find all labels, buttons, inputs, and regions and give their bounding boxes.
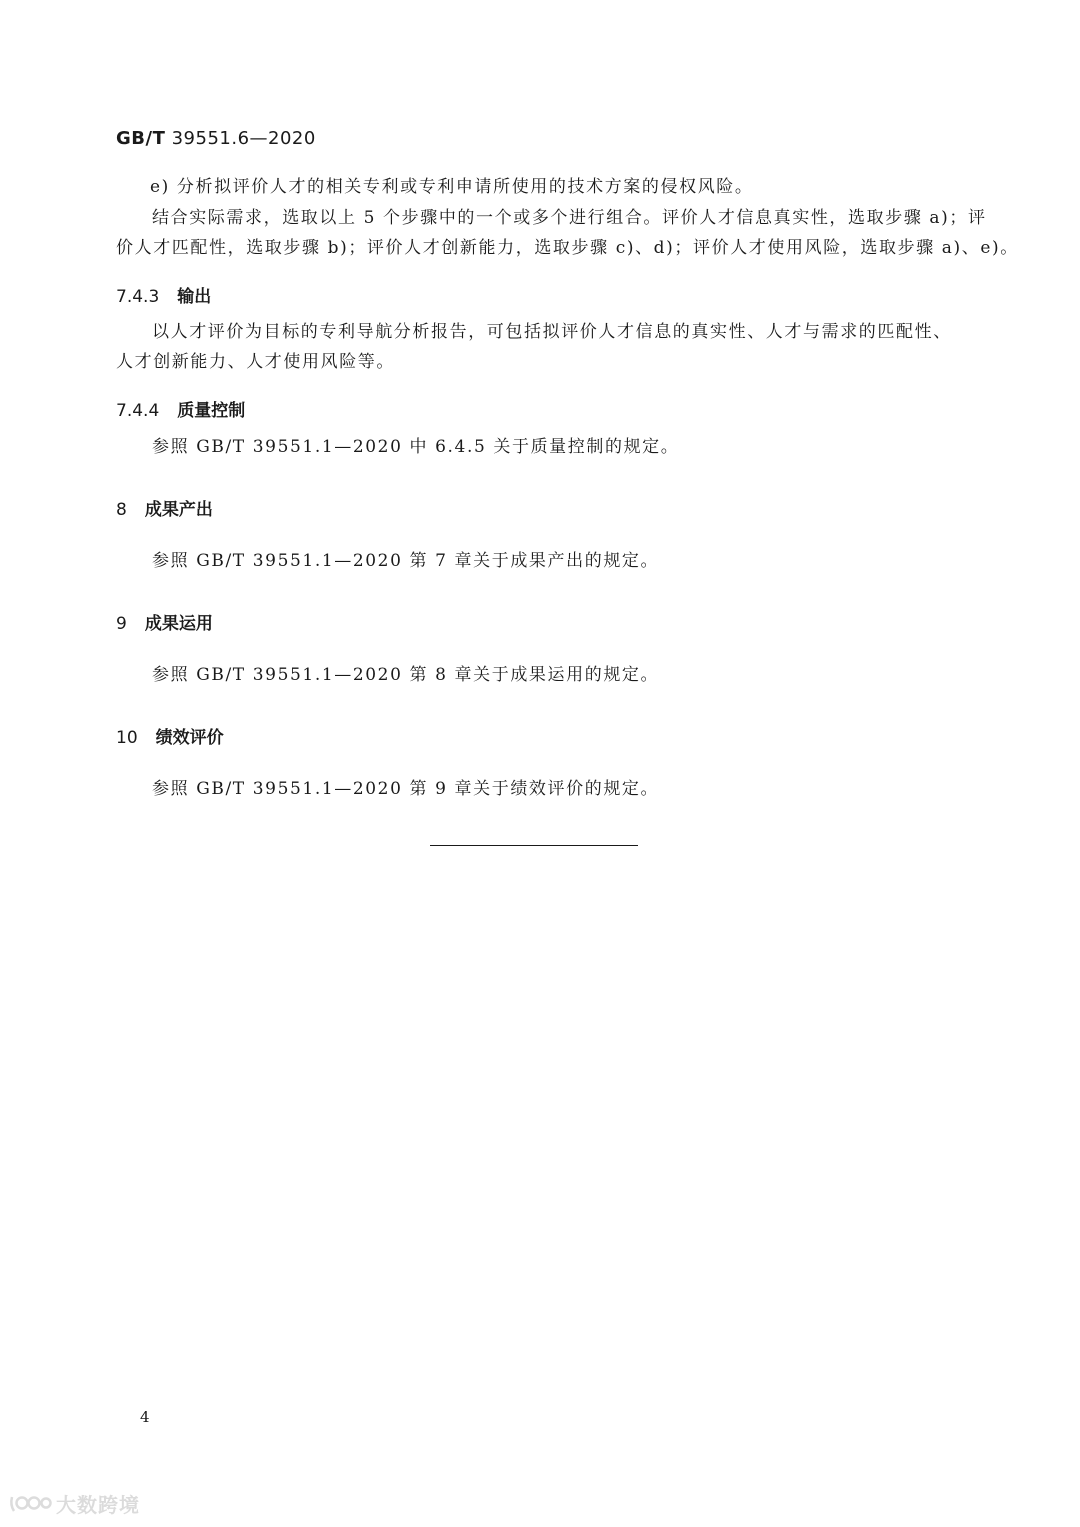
combine-paragraph-line-1: 结合实际需求，选取以上 5 个步骤中的一个或多个进行组合。评价人才信息真实性，选取步骤 a)；评 — [152, 208, 987, 228]
section-heading-7-4-3 — [116, 282, 211, 307]
combine-paragraph-line-2: 价人才匹配性，选取步骤 b)；评价人才创新能力，选取步骤 c)、d)；评价人才使用风险，选取步骤 a)、e)。 — [116, 238, 1019, 258]
section-number: 7.4.3 — [116, 287, 160, 307]
section-number: 10 — [116, 728, 138, 748]
quality-control-paragraph: 参照 GB/T 39551.1—2020 中 6.4.5 关于质量控制的规定。 — [152, 437, 680, 457]
page-number: 4 — [140, 1408, 150, 1426]
section-title: 质量控制 — [177, 401, 246, 421]
section-heading-7-4-4 — [116, 396, 245, 421]
brand-logo-icon — [8, 1491, 52, 1515]
section-number: 8 — [116, 500, 127, 520]
watermark — [8, 1490, 140, 1516]
output-paragraph-line-2: 人才创新能力、人才使用风险等。 — [116, 352, 395, 372]
results-output-paragraph: 参照 GB/T 39551.1—2020 第 7 章关于成果产出的规定。 — [152, 551, 660, 571]
standard-header — [116, 128, 316, 149]
standard-prefix: GB/T — [116, 128, 166, 149]
section-title: 成果运用 — [144, 614, 213, 634]
section-heading-9 — [116, 609, 213, 634]
section-heading-10 — [116, 723, 224, 748]
watermark-text: 大数跨境 — [56, 1492, 140, 1517]
item-e-paragraph: e) 分析拟评价人才的相关专利或专利申请所使用的技术方案的侵权风险。 — [150, 177, 754, 197]
performance-evaluation-paragraph: 参照 GB/T 39551.1—2020 第 9 章关于绩效评价的规定。 — [152, 779, 660, 799]
section-title: 输出 — [177, 287, 212, 307]
output-paragraph-line-1: 以人才评价为目标的专利导航分析报告，可包括拟评价人才信息的真实性、人才与需求的匹配性、 — [152, 322, 952, 342]
section-title: 成果产出 — [144, 500, 213, 520]
results-application-paragraph: 参照 GB/T 39551.1—2020 第 8 章关于成果运用的规定。 — [152, 665, 660, 685]
section-number: 7.4.4 — [116, 401, 160, 421]
section-title: 绩效评价 — [155, 728, 224, 748]
end-of-document-rule — [430, 845, 638, 846]
section-number: 9 — [116, 614, 127, 634]
section-heading-8 — [116, 495, 213, 520]
standard-number: 39551.6—2020 — [171, 128, 316, 149]
